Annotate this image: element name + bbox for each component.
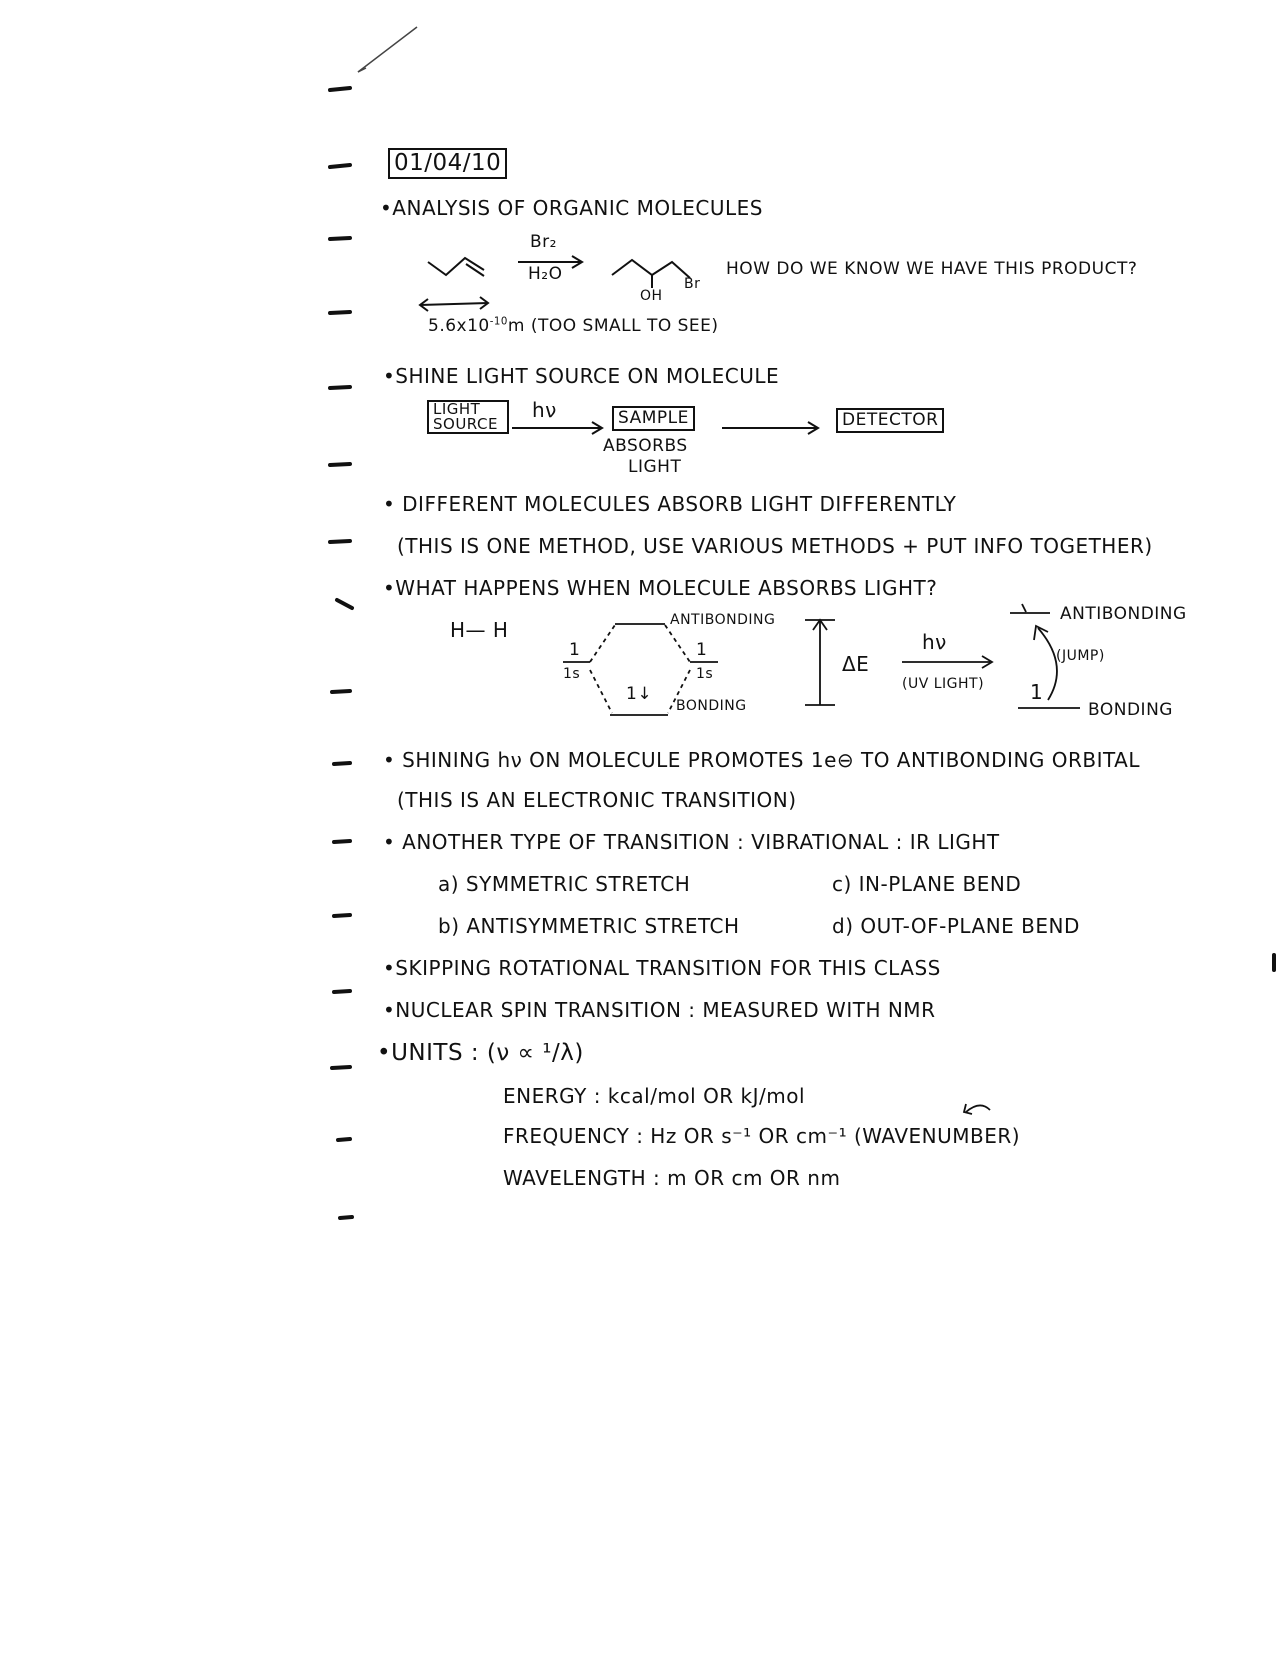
vib-c: c) IN-PLANE BEND: [832, 872, 1022, 896]
bonding-right: BONDING: [1088, 700, 1173, 720]
size-note: [428, 316, 719, 336]
h-h-bond: H— H: [450, 618, 509, 642]
units-wavelength: WAVELENGTH : m OR cm OR nm: [503, 1166, 841, 1190]
date-box: 01/04/10: [388, 148, 507, 179]
electron-right: 1: [696, 640, 708, 660]
jump-label: (JUMP): [1056, 648, 1105, 664]
method-note: (THIS IS ONE METHOD, USE VARIOUS METHODS + PUT INFO TOGETHER): [397, 534, 1153, 558]
bonding-label: BONDING: [676, 698, 747, 714]
electron-left: 1: [569, 640, 581, 660]
light-source-box: LIGHT SOURCE: [427, 400, 509, 434]
product-structure: [612, 260, 690, 278]
vib-a: a) SYMMETRIC STRETCH: [438, 872, 691, 896]
shine-heading: •SHINE LIGHT SOURCE ON MOLECULE: [383, 364, 780, 388]
different-molecules: • DIFFERENT MOLECULES ABSORB LIGHT DIFFERENTLY: [383, 492, 957, 516]
bonding-pair: 1↓: [626, 684, 653, 704]
orbital-right-1s: 1s: [696, 666, 714, 682]
vib-b: b) ANTISYMMETRIC STRETCH: [438, 914, 740, 938]
orbital-left-1s: 1s: [563, 666, 581, 682]
mo-hv: hν: [922, 630, 947, 654]
antibonding-right: ANTIBONDING: [1060, 604, 1187, 624]
uv-light: (UV LIGHT): [902, 676, 985, 692]
section-heading: •ANALYSIS OF ORGANIC MOLECULES: [380, 196, 763, 220]
shining-statement: • SHINING hν ON MOLECULE PROMOTES 1e⊖ TO ANTIBONDING ORBITAL: [383, 748, 1141, 772]
product-question: HOW DO WE KNOW WE HAVE THIS PRODUCT?: [726, 259, 1138, 279]
units-energy: ENERGY : kcal/mol OR kJ/mol: [503, 1084, 806, 1108]
what-happens: •WHAT HAPPENS WHEN MOLECULE ABSORBS LIGHT?: [383, 576, 938, 600]
flow-hv: hν: [532, 398, 557, 422]
size-value: 5.6x10: [428, 316, 490, 336]
stray-pencil-stroke: [358, 27, 417, 72]
size-exponent: -10: [489, 316, 508, 328]
electron-bottom: 1: [1030, 680, 1044, 704]
detector-box: DETECTOR: [836, 408, 944, 433]
size-remark: (TOO SMALL TO SEE): [530, 316, 719, 336]
size-arrow: [420, 303, 488, 305]
reagent-bottom: H₂O: [528, 264, 563, 284]
skipping-rotational: •SKIPPING ROTATIONAL TRANSITION FOR THIS CLASS: [383, 956, 941, 980]
delta-e: ΔE: [842, 652, 870, 676]
size-unit: m: [507, 316, 525, 336]
br-label: Br: [684, 276, 701, 292]
antibonding-label: ANTIBONDING: [670, 612, 776, 628]
sample-box: SAMPLE: [612, 406, 695, 431]
vibrational-heading: • ANOTHER TYPE OF TRANSITION : VIBRATIONAL : IR LIGHT: [383, 830, 1000, 854]
units-heading: •UNITS : (ν ∝ ¹/λ): [377, 1040, 584, 1066]
units-frequency: FREQUENCY : Hz OR s⁻¹ OR cm⁻¹ (WAVENUMBER): [503, 1124, 1021, 1148]
oh-label: OH: [640, 288, 663, 304]
nuclear-spin: •NUCLEAR SPIN TRANSITION : MEASURED WITH NMR: [383, 998, 936, 1022]
electronic-transition: (THIS IS AN ELECTRONIC TRANSITION): [397, 788, 797, 812]
light-label: LIGHT: [628, 457, 682, 477]
alkene-structure: [428, 258, 484, 275]
reagent-top: Br₂: [530, 232, 557, 252]
absorbs-label: ABSORBS: [603, 436, 688, 456]
vib-d: d) OUT-OF-PLANE BEND: [832, 914, 1080, 938]
